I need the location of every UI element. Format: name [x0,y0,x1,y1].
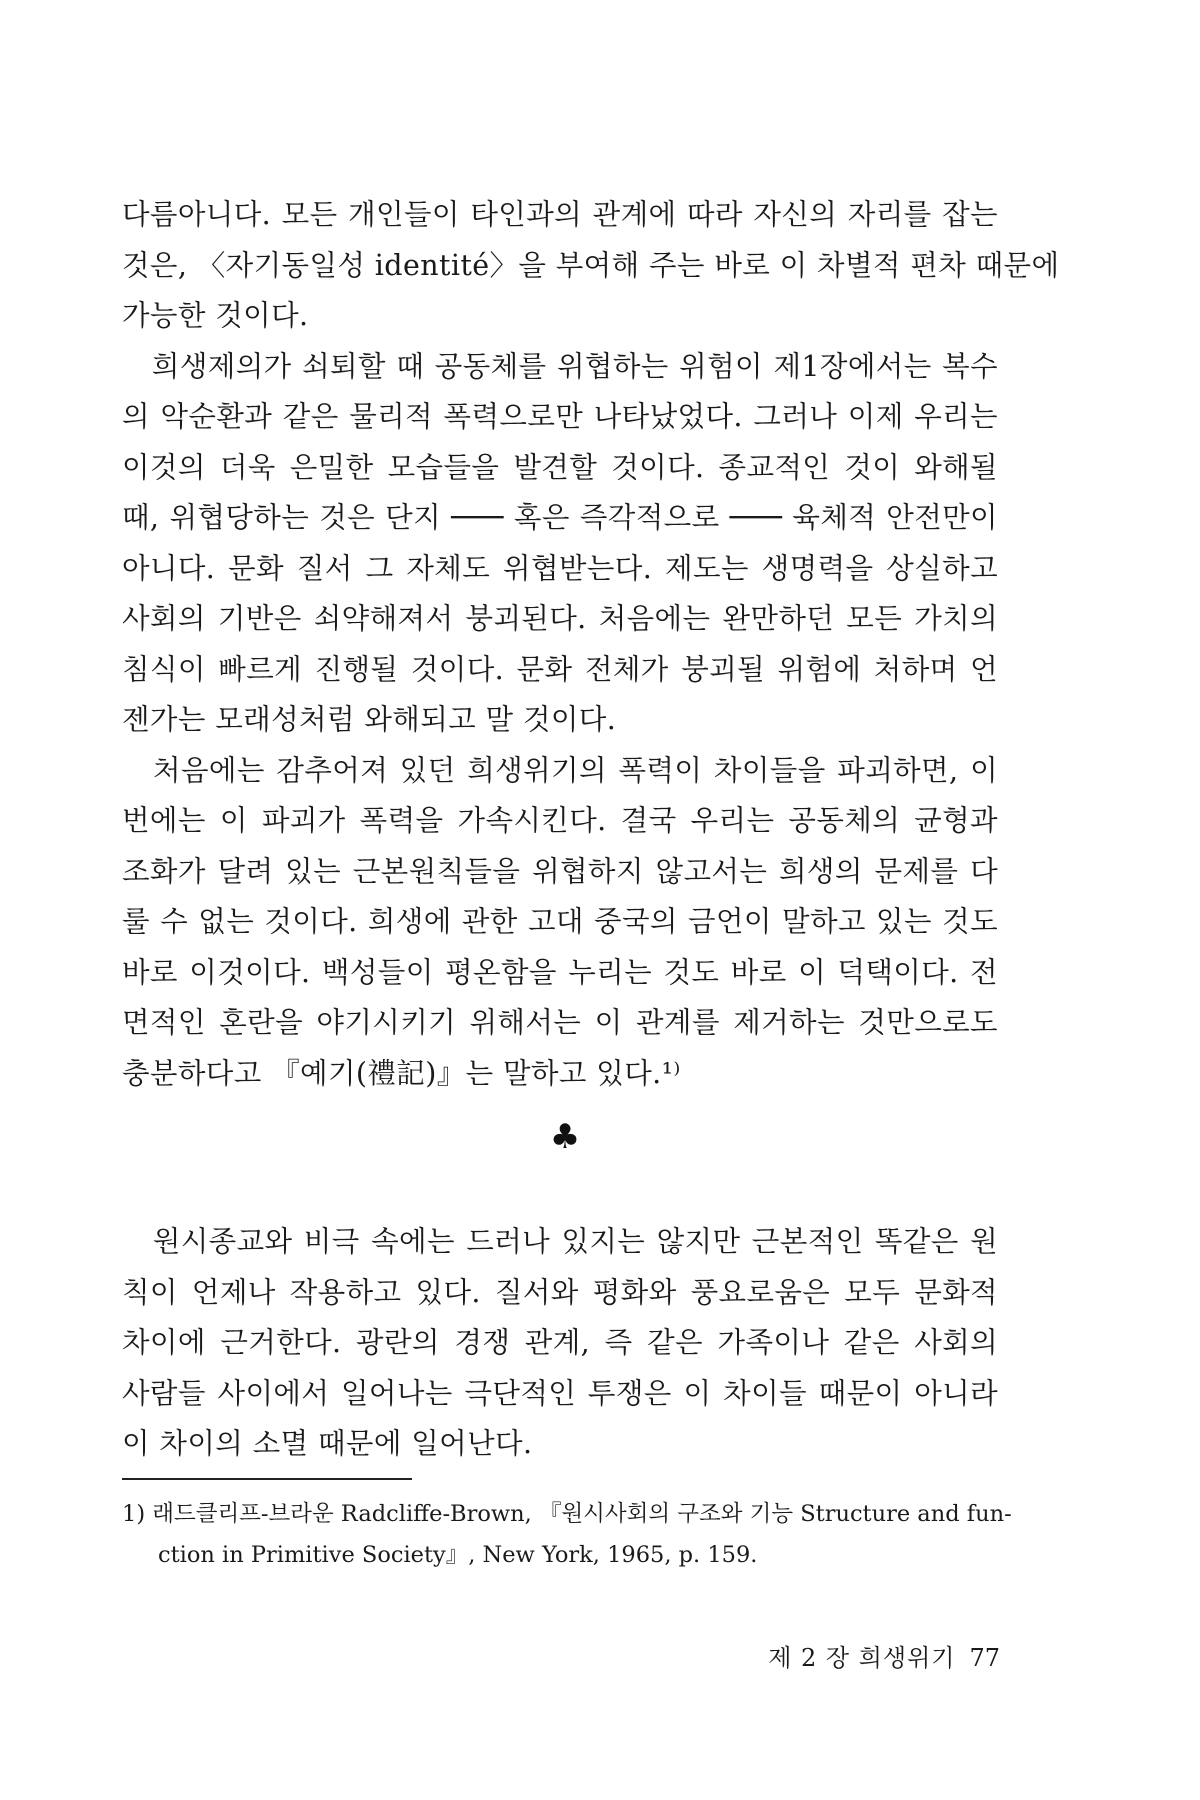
text-line: 젠가는 모래성처럼 와해되고 말 것이다. [122,703,617,736]
text-line: 침식이 빠르게 진행될 것이다. 문화 전체가 붕괴될 위험에 처하며 언 [122,652,998,686]
text-line: 희생제의가 쇠퇴할 때 공동체를 위협하는 위험이 제1장에서는 복수 [122,349,998,383]
text-line: 차이에 근거한다. 광란의 경쟁 관계, 즉 같은 가족이나 같은 사회의 [122,1326,998,1359]
main-text-block-1 [122,190,1060,1099]
page-number: 77 [969,1644,1000,1672]
main-text-block-2 [122,1217,998,1470]
text-line: 의 악순환과 같은 물리적 폭력으로만 나타났었다. 그러나 이제 우리는 [122,400,998,433]
chapter-title: 제 2 장 희생위기 [768,1644,956,1672]
club-divider-icon: ♣ [549,1117,581,1157]
text-line: 처음에는 감추어져 있던 희생위기의 폭력이 차이들을 파괴하면, 이 [122,753,998,787]
text-line: 때, 위협당하는 것은 단지 ─── 혹은 즉각적으로 ─── 육체적 안전만이 [122,501,998,534]
text-line: 면적인 혼란을 야기시키기 위해서는 이 관계를 제거하는 것만으로도 [122,1006,998,1039]
text-line: 가능한 것이다. [122,299,309,332]
running-footer [720,1640,1000,1676]
text-line: 이것의 더욱 은밀한 모습들을 발견할 것이다. 종교적인 것이 와해될 [122,450,998,484]
footnote-line: 1) 래드클리프-브라운 Radcliffe-Brown, 『원시사회의 구조와 기능 Structure and fun- [122,1501,1012,1527]
text-line: 칙이 언제나 작용하고 있다. 질서와 평화와 풍요로움은 모두 문화적 [122,1275,998,1309]
text-line: 다름아니다. 모든 개인들이 타인과의 관계에 따라 자신의 자리를 잡는 [122,198,998,231]
text-line: 이 차이의 소멸 때문에 일어난다. [122,1427,533,1460]
text-line: 바로 이것이다. 백성들이 평온함을 누리는 것도 바로 이 덕택이다. 전 [122,955,998,989]
text-line: 사람들 사이에서 일어나는 극단적인 투쟁은 이 차이들 때문이 아니라 [122,1376,998,1410]
text-line: 아니다. 문화 질서 그 자체도 위협받는다. 제도는 생명력을 상실하고 [122,551,998,585]
footnote [122,1494,1012,1576]
text-line: 번에는 이 파괴가 폭력을 가속시킨다. 결국 우리는 공동체의 균형과 [122,804,998,837]
footnote-divider [122,1478,412,1480]
text-line: 충분하다고 『예기(禮記)』는 말하고 있다.¹⁾ [122,1056,681,1090]
text-line: 조화가 달려 있는 근본원칙들을 위협하지 않고서는 희생의 문제를 다 [122,854,998,888]
text-line: 룰 수 없는 것이다. 희생에 관한 고대 중국의 금언이 말하고 있는 것도 [122,905,998,938]
footnote-line: ction in Primitive Society』, New York, 1965, p. 159. [158,1542,758,1568]
text-line: 사회의 기반은 쇠약해져서 붕괴된다. 처음에는 완만하던 모든 가치의 [122,602,998,635]
text-line: 원시종교와 비극 속에는 드러나 있지는 않지만 근본적인 똑같은 원 [122,1225,998,1258]
text-line: 것은, 〈자기동일성 identité〉을 부여해 주는 바로 이 차별적 편차 때문에 [122,248,1060,282]
